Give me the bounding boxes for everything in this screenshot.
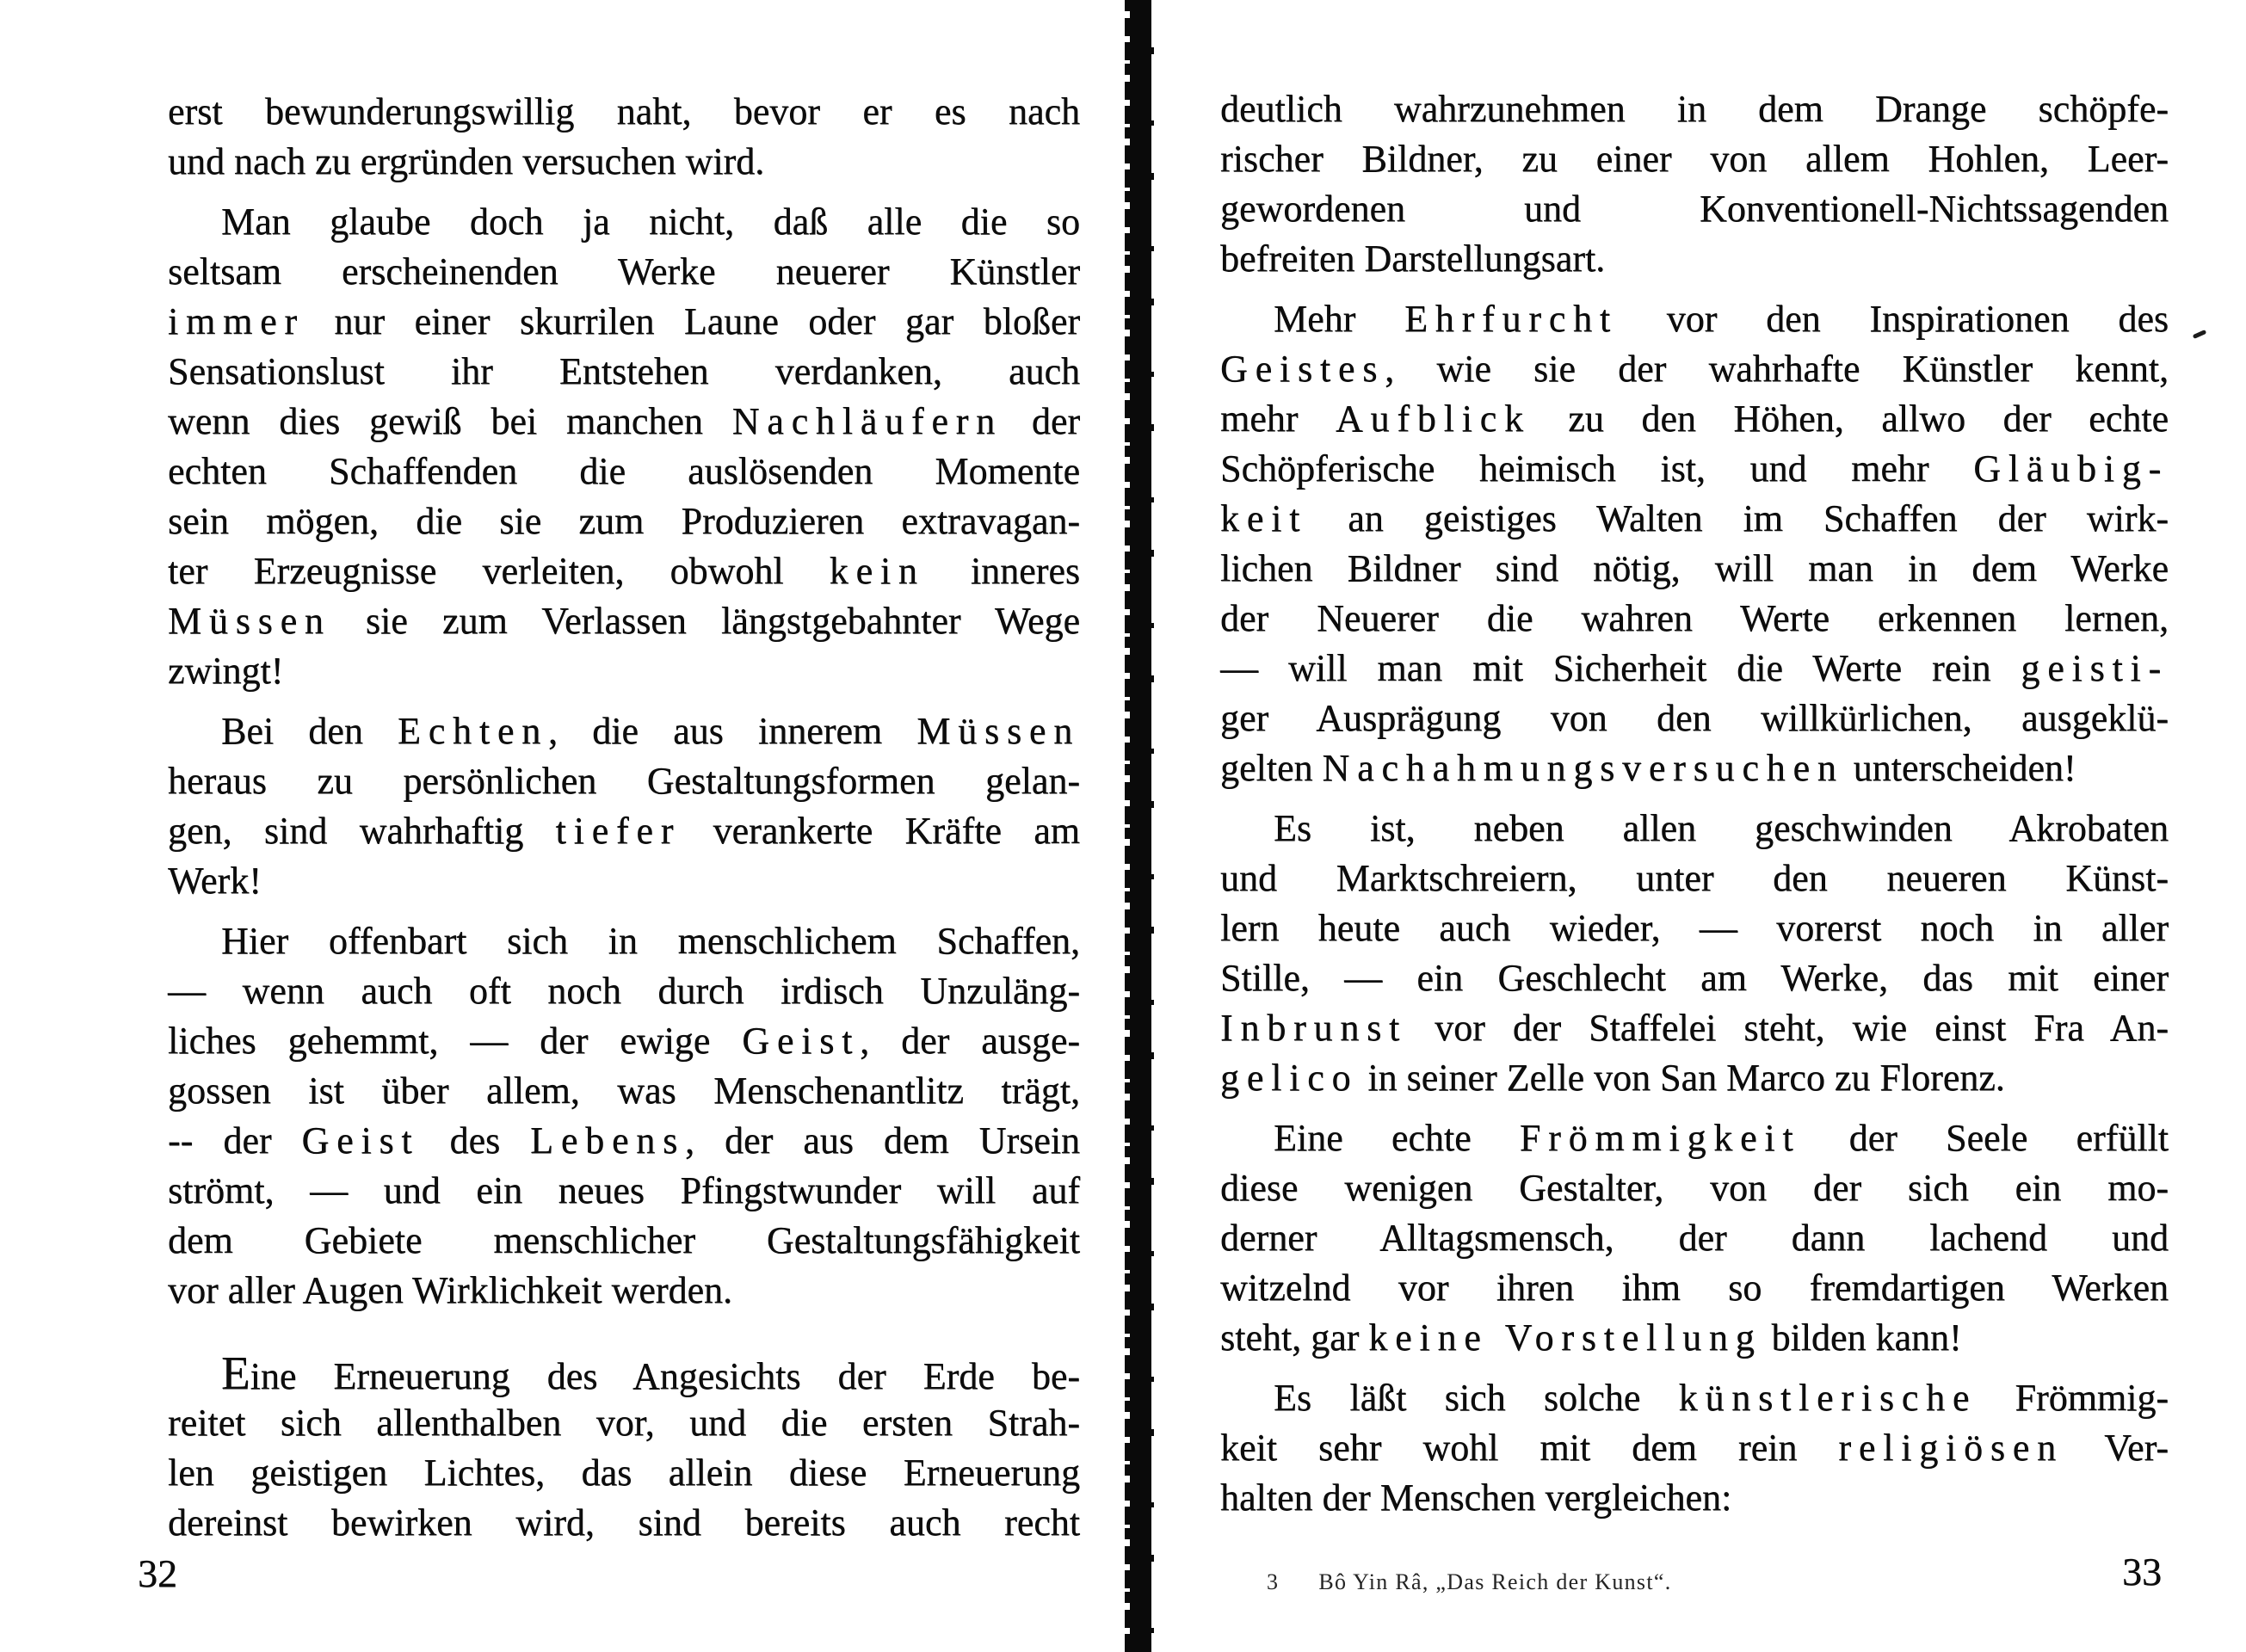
text-run: der xyxy=(1002,400,1081,442)
text-line xyxy=(1220,1053,2169,1103)
paragraph xyxy=(168,87,1080,187)
text-line xyxy=(1220,134,2169,184)
emphasized-text: Gläubig- xyxy=(1973,447,2169,490)
footnote xyxy=(1267,1569,1672,1595)
text-run: der Seele erfüllt xyxy=(1800,1117,2169,1159)
text-line xyxy=(1220,1373,2169,1423)
text-line xyxy=(1220,1313,2169,1363)
text-line xyxy=(168,247,1080,297)
text-line xyxy=(1220,594,2169,644)
text-line xyxy=(168,596,1080,646)
text-run: inneres xyxy=(924,550,1080,592)
text-run: deutlich wahrzunehmen in dem Drange schöpfe- xyxy=(1220,88,2169,130)
text-run: gossen ist über allem, was Menschenantlitz trägt, xyxy=(168,1069,1080,1112)
text-run: Eine echte xyxy=(1274,1117,1520,1159)
text-line xyxy=(1220,693,2169,743)
text-run: Schöpferische heimisch ist, und mehr xyxy=(1220,447,1974,490)
text-line xyxy=(1220,444,2169,494)
text-run: Sensationslust ihr Entstehen verdanken, auch xyxy=(168,350,1080,392)
book-gutter-shadow xyxy=(1130,0,1151,1652)
text-run: gen, sind wahrhaftig xyxy=(168,810,556,852)
text-run: verankerte Kräfte am xyxy=(681,810,1081,852)
text-line xyxy=(1220,1263,2169,1313)
text-run: Hier offenbart sich in menschlichem Schaffen, xyxy=(221,920,1080,962)
text-line xyxy=(1220,953,2169,1003)
text-run: befreiten Darstellungsart. xyxy=(1220,237,1606,280)
text-run: des xyxy=(419,1119,531,1162)
text-line xyxy=(1220,1213,2169,1263)
emphasized-text: Geist xyxy=(742,1020,861,1062)
text-line xyxy=(168,1498,1080,1548)
emphasized-text: Müssen xyxy=(916,710,1080,752)
text-line xyxy=(1220,184,2169,234)
text-run: -- der xyxy=(168,1119,302,1162)
text-run: , wie sie der wahrhafte Künstler kennt, xyxy=(1385,348,2169,390)
emphasized-text: Müssen xyxy=(168,600,331,642)
emphasized-text: künstlerische xyxy=(1678,1377,1978,1419)
paragraph xyxy=(168,197,1080,696)
text-run: steht, gar xyxy=(1220,1316,1369,1359)
text-run: sein mögen, die sie zum Produzieren extravagan- xyxy=(168,500,1080,542)
paragraph xyxy=(1220,1373,2169,1523)
emphasized-text: Nachahmungsversuchen xyxy=(1322,747,1844,789)
text-run: gelten xyxy=(1220,747,1323,789)
text-run: und Marktschreiern, unter den neueren Künst- xyxy=(1220,857,2169,899)
text-line xyxy=(168,1398,1080,1448)
text-line xyxy=(1220,1473,2169,1523)
text-run: vor der Staffelei steht, wie einst Fra An- xyxy=(1407,1007,2169,1049)
text-run: Es ist, neben allen geschwinden Akrobaten xyxy=(1274,807,2169,849)
page-number-left: 32 xyxy=(138,1551,177,1595)
footnote-text: Bô Yin Râ, „Das Reich der Kunst“. xyxy=(1318,1569,1672,1594)
text-run: sie zum Verlassen längstgebahnter Wege xyxy=(330,600,1080,642)
text-line xyxy=(168,347,1080,397)
paragraph xyxy=(168,706,1080,906)
text-run: Stille, — ein Geschlecht am Werke, das mit einer xyxy=(1220,957,2169,999)
text-run: diese wenigen Gestalter, von der sich ein mo- xyxy=(1220,1167,2169,1209)
text-line xyxy=(1220,743,2169,793)
text-line xyxy=(168,1016,1080,1066)
text-line xyxy=(168,706,1080,756)
text-line xyxy=(1220,294,2169,344)
text-line xyxy=(168,546,1080,596)
emphasized-text: Frömmigkeit xyxy=(1519,1117,1801,1159)
text-run: zwingt! xyxy=(168,650,284,692)
paragraph xyxy=(1220,1113,2169,1363)
text-run: liches gehemmt, — der ewige xyxy=(168,1020,743,1062)
text-run: der Neuerer die wahren Werte erkennen lernen, xyxy=(1220,597,2169,639)
emphasized-text: Geistes xyxy=(1220,348,1385,390)
text-line xyxy=(1220,1163,2169,1213)
emphasized-text: keine Vorstellung xyxy=(1368,1316,1762,1359)
text-run: derner Alltagsmensch, der dann lachend und xyxy=(1220,1217,2169,1259)
text-run: rischer Bildner, zu einer von allem Hohlen, Leer- xyxy=(1220,138,2169,180)
text-line xyxy=(168,197,1080,247)
text-run: ine Erneuerung des Angesichts der Erde be- xyxy=(250,1355,1080,1397)
text-run: zu den Höhen, allwo der echte xyxy=(1530,398,2169,440)
paragraph xyxy=(1220,294,2169,793)
text-line xyxy=(1220,494,2169,544)
text-run: lichen Bildner sind nötig, will man in dem Werke xyxy=(1220,547,2169,589)
text-line xyxy=(1220,234,2169,284)
text-line xyxy=(168,1216,1080,1266)
text-line xyxy=(168,297,1080,347)
emphasized-text: kein xyxy=(829,550,925,592)
emphasized-text: Inbrunst xyxy=(1220,1007,1408,1049)
text-run: dem Gebiete menschlicher Gestaltungsfähigkeit xyxy=(168,1219,1080,1261)
text-run: — will man mit Sicherheit die Werte rein xyxy=(1220,647,2021,689)
text-run: Werk! xyxy=(168,860,262,902)
text-run: in seiner Zelle von San Marco zu Florenz. xyxy=(1358,1057,2005,1099)
text-run: heraus zu persönlichen Gestaltungsformen gelan- xyxy=(168,760,1080,802)
emphasized-text: keit xyxy=(1220,497,1308,539)
text-run: seltsam erscheinenden Werke neuerer Künstler xyxy=(168,250,1080,293)
text-line xyxy=(1220,854,2169,903)
text-run: , die aus innerem xyxy=(547,710,917,752)
text-line xyxy=(168,916,1080,966)
text-run: len geistigen Lichtes, das allein diese Erneuerung xyxy=(168,1452,1080,1494)
emphasized-text: tiefer xyxy=(555,810,682,852)
text-line xyxy=(168,806,1080,856)
text-run: ter Erzeugnisse verleiten, obwohl xyxy=(168,550,830,592)
page-number-right: 33 xyxy=(2122,1550,2162,1593)
text-line xyxy=(168,447,1080,496)
emphasized-text: Nachläufern xyxy=(731,400,1003,442)
text-run: strömt, — und ein neues Pfingstwunder will auf xyxy=(168,1169,1080,1211)
text-run: an geistiges Walten im Schaffen der wirk- xyxy=(1307,497,2169,539)
text-line xyxy=(1220,644,2169,693)
text-line xyxy=(1220,544,2169,594)
text-run: Man glaube doch ja nicht, daß alle die so xyxy=(221,200,1080,243)
text-line xyxy=(1220,804,2169,854)
text-run: dereinst bewirken wird, sind bereits auch recht xyxy=(168,1501,1080,1544)
emphasized-text: Aufblick xyxy=(1335,398,1531,440)
text-run: keit sehr wohl mit dem rein xyxy=(1220,1427,1839,1469)
text-run: unterscheiden! xyxy=(1843,747,2076,789)
text-line xyxy=(168,496,1080,546)
text-run: echten Schaffenden die auslösenden Momente xyxy=(168,450,1080,492)
text-run: erst bewunderungswillig naht, bevor er es nach xyxy=(168,90,1080,133)
text-line xyxy=(168,1166,1080,1216)
emphasized-text: Geist xyxy=(301,1119,420,1162)
text-run: wenn dies gewiß bei manchen xyxy=(168,400,732,442)
text-run: halten der Menschen vergleichen: xyxy=(1220,1476,1732,1519)
text-line xyxy=(168,646,1080,696)
text-run: vor den Inspirationen des xyxy=(1617,298,2169,340)
text-line xyxy=(168,87,1080,137)
emphasized-text: geisti- xyxy=(2021,647,2169,689)
paragraph xyxy=(1220,84,2169,284)
text-run: und nach zu ergründen versuchen wird. xyxy=(168,140,765,182)
text-line xyxy=(1220,1003,2169,1053)
emphasized-text: Echten xyxy=(398,710,548,752)
text-run: vor aller Augen Wirklichkeit werden. xyxy=(168,1269,732,1311)
text-line xyxy=(168,397,1080,447)
text-run: gewordenen und Konventionell-Nichtssagenden xyxy=(1220,188,2169,230)
text-line xyxy=(168,1066,1080,1116)
text-run: reitet sich allenthalben vor, und die ersten Strah- xyxy=(168,1402,1080,1444)
text-run: E xyxy=(221,1347,250,1399)
text-line xyxy=(1220,1423,2169,1473)
text-run: mehr xyxy=(1220,398,1336,440)
paragraph xyxy=(1220,804,2169,1103)
emphasized-text: Lebens xyxy=(530,1119,685,1162)
text-line xyxy=(168,856,1080,906)
text-run: nur einer skurrilen Laune oder gar bloßer xyxy=(304,300,1080,342)
emphasized-text: gelico xyxy=(1220,1057,1359,1099)
text-line xyxy=(168,966,1080,1016)
text-run: Ver- xyxy=(2063,1427,2169,1469)
paragraph xyxy=(168,916,1080,1316)
paragraph xyxy=(168,1348,1080,1548)
text-line xyxy=(1220,344,2169,394)
page-left-text xyxy=(168,87,1080,1548)
footnote-signature-mark: 3 xyxy=(1267,1569,1280,1594)
text-line xyxy=(1220,1113,2169,1163)
text-run: Es läßt sich solche xyxy=(1274,1377,1679,1419)
text-run: — wenn auch oft noch durch irdisch Unzuläng- xyxy=(168,970,1080,1012)
text-line xyxy=(1220,394,2169,444)
emphasized-text: Ehrfurcht xyxy=(1404,298,1618,340)
text-run: , der aus dem Ursein xyxy=(685,1119,1080,1162)
text-line xyxy=(168,1348,1080,1398)
text-line xyxy=(1220,84,2169,134)
stray-ink-mark xyxy=(2193,330,2207,339)
text-line xyxy=(168,1266,1080,1316)
text-run: Bei den xyxy=(221,710,398,752)
text-run: ger Ausprägung von den willkürlichen, ausgeklü- xyxy=(1220,697,2169,739)
text-line xyxy=(168,137,1080,187)
emphasized-text: immer xyxy=(168,300,305,342)
text-run: witzelnd vor ihren ihm so fremdartigen Werken xyxy=(1220,1267,2169,1309)
text-line xyxy=(168,1448,1080,1498)
page-right-text xyxy=(1220,84,2169,1523)
emphasized-text: religiösen xyxy=(1838,1427,2064,1469)
text-run: Frömmig- xyxy=(1977,1377,2169,1419)
text-line xyxy=(168,1116,1080,1166)
text-run: bilden kann! xyxy=(1762,1316,1962,1359)
text-run: , der ausge- xyxy=(860,1020,1081,1062)
text-run: lern heute auch wieder, — vorerst noch in aller xyxy=(1220,907,2169,949)
text-line xyxy=(1220,903,2169,953)
text-line xyxy=(168,756,1080,806)
text-run: Mehr xyxy=(1274,298,1405,340)
